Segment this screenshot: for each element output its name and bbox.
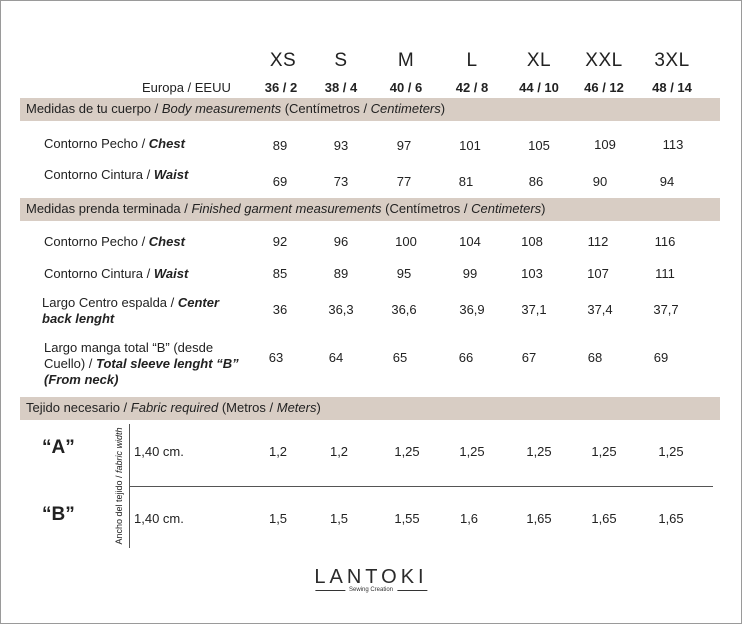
size-m: M <box>397 50 415 71</box>
cell-value: 65 <box>392 350 408 365</box>
cell-value: 100 <box>395 234 417 249</box>
cell-value: 107 <box>587 266 609 281</box>
cell-value: 36,9 <box>459 302 485 317</box>
cell-value: 1,25 <box>591 444 617 459</box>
fabric-width-value: 1,40 cm. <box>134 511 184 526</box>
europa-m: 40 / 6 <box>389 80 423 95</box>
cell-value: 1,5 <box>329 511 349 526</box>
size-l: L <box>466 50 478 71</box>
cell-value: 97 <box>396 138 412 153</box>
cell-value: 96 <box>333 234 349 249</box>
section-title-garment: Medidas prenda terminada / Finished garment measurements (Centímetros / Centimeters) <box>26 201 546 216</box>
fabric-width-value: 1,40 cm. <box>134 444 184 459</box>
europa-xxl: 46 / 12 <box>584 80 624 95</box>
europa-s: 38 / 4 <box>324 80 358 95</box>
fabric-letter-a: “A” <box>42 437 75 458</box>
cell-value: 1,25 <box>658 444 684 459</box>
cell-value: 86 <box>528 174 544 189</box>
cell-value: 36 <box>272 302 288 317</box>
cell-value: 73 <box>333 174 349 189</box>
brand-name: LANTOKI <box>314 566 428 588</box>
section-band-fabric <box>20 397 720 420</box>
brand-logo <box>314 566 427 593</box>
cell-value: 99 <box>462 266 478 281</box>
cell-value: 37,4 <box>587 302 613 317</box>
cell-value: 90 <box>592 174 608 189</box>
cell-value: 1,5 <box>268 511 288 526</box>
cell-value: 113 <box>662 137 684 152</box>
cell-value: 103 <box>521 266 543 281</box>
fabric-letter-b: “B” <box>42 504 75 525</box>
cell-value: 92 <box>272 234 288 249</box>
europa-label: Europa / EEUU <box>142 80 231 95</box>
cell-value: 111 <box>655 266 675 281</box>
cell-value: 1,2 <box>329 444 349 459</box>
cell-value: 1,65 <box>591 511 617 526</box>
cell-value: 1,55 <box>394 511 420 526</box>
size-xxl: XXL <box>585 50 623 71</box>
tagline-rule-right <box>397 590 427 591</box>
section-band-body <box>20 98 720 121</box>
row-label-body-waist: Contorno Cintura / Waist <box>44 167 189 182</box>
row-label-body-chest: Contorno Pecho / Chest <box>44 136 185 151</box>
size-xs: XS <box>269 50 297 71</box>
cell-value: 1,25 <box>394 444 420 459</box>
cell-value: 89 <box>333 266 349 281</box>
size-s: S <box>334 50 348 71</box>
cell-value: 1,65 <box>526 511 552 526</box>
cell-value: 69 <box>272 174 288 189</box>
section-band-garment <box>20 198 720 221</box>
cell-value: 77 <box>396 174 412 189</box>
cell-value: 101 <box>459 138 481 153</box>
cell-value: 37,1 <box>521 302 547 317</box>
row-label-garment-chest: Contorno Pecho / Chest <box>44 234 185 249</box>
size-3xl: 3XL <box>654 50 690 71</box>
cell-value: 105 <box>528 138 550 153</box>
cell-value: 1,6 <box>459 511 479 526</box>
cell-value: 116 <box>654 234 676 249</box>
cell-value: 36,6 <box>391 302 417 317</box>
cell-value: 68 <box>587 350 603 365</box>
section-title-body: Medidas de tu cuerpo / Body measurements (Centímetros / Centimeters) <box>26 101 446 116</box>
fabric-width-label: Ancho del tejido / fabric width <box>114 427 124 545</box>
cell-value: 67 <box>521 350 537 365</box>
fabric-horizontal-rule <box>129 486 713 487</box>
row-label-garment-waist: Contorno Cintura / Waist <box>44 266 189 281</box>
cell-value: 64 <box>328 350 344 365</box>
cell-value: 66 <box>458 350 474 365</box>
europa-xs: 36 / 2 <box>264 80 298 95</box>
cell-value: 94 <box>659 174 675 189</box>
cell-value: 95 <box>396 266 412 281</box>
cell-value: 1,25 <box>526 444 552 459</box>
size-xl: XL <box>526 50 552 71</box>
cell-value: 85 <box>272 266 288 281</box>
cell-value: 1,65 <box>658 511 684 526</box>
cell-value: 37,7 <box>653 302 679 317</box>
tagline-rule-left <box>315 590 345 591</box>
cell-value: 36,3 <box>328 302 354 317</box>
row-label-garment-sleeve-length: Largo manga total “B” (desde Cuello) / Total sleeve lenght “B” (From neck) <box>44 340 239 387</box>
cell-value: 1,2 <box>268 444 288 459</box>
cell-value: 93 <box>333 138 349 153</box>
cell-value: 63 <box>268 350 284 365</box>
row-label-garment-back-length: Largo Centro espalda / Center back lenght <box>42 295 220 326</box>
section-title-fabric: Tejido necesario / Fabric required (Metros / Meters) <box>26 400 321 415</box>
cell-value: 89 <box>272 138 288 153</box>
cell-value: 1,25 <box>459 444 485 459</box>
cell-value: 104 <box>459 234 481 249</box>
cell-value: 109 <box>594 137 616 152</box>
europa-3xl: 48 / 14 <box>652 80 692 95</box>
europa-l: 42 / 8 <box>455 80 489 95</box>
brand-tagline: Sewing Creation <box>348 587 394 593</box>
cell-value: 69 <box>653 350 669 365</box>
cell-value: 112 <box>587 234 609 249</box>
cell-value: 108 <box>521 234 543 249</box>
europa-xl: 44 / 10 <box>519 80 559 95</box>
cell-value: 81 <box>458 174 474 189</box>
